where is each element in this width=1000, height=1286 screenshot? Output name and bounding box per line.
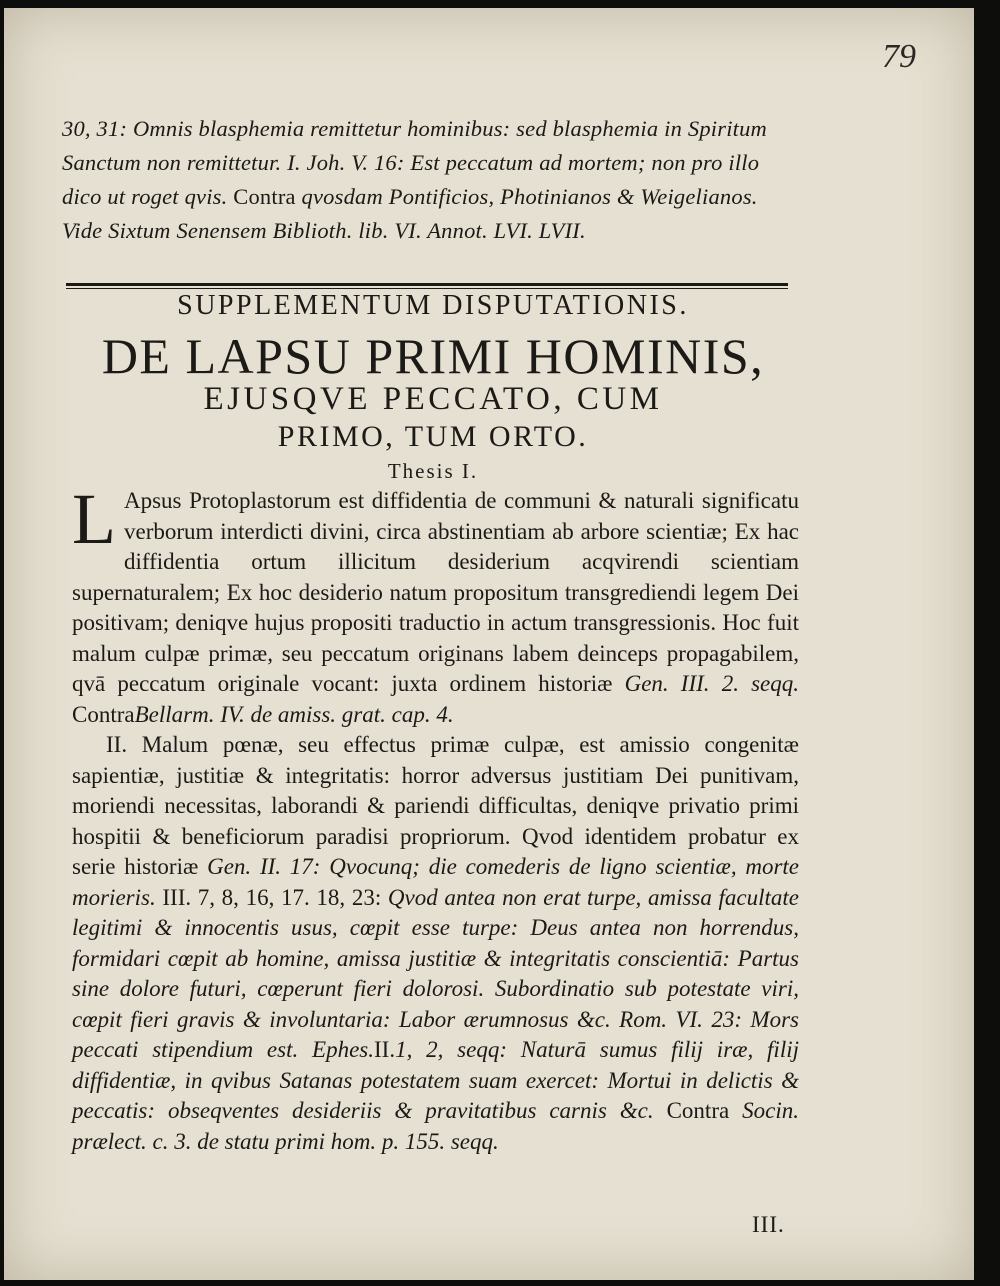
thesis-2-reference: Gen. II. 17:: [207, 854, 321, 879]
thesis-2-reference-2: III. 7, 8, 16, 17. 18, 23:: [162, 884, 382, 910]
thesis-2-paragraph: [72, 730, 799, 1157]
heading-supplement: SUPPLEMENTUM DISPUTATIONIS.: [177, 290, 689, 321]
thesis-2-contra-reference: Socin. prælect. c. 3. de statu primi hom. p. 155. seqq.: [72, 1098, 800, 1154]
heading-title: DE LAPSU PRIMI HOMINIS,: [101, 328, 765, 384]
thesis-2-reference-3: II.: [374, 1037, 396, 1062]
drop-cap: L: [72, 479, 116, 559]
thesis-1-contra-reference: Bellarm. IV. de amiss. grat. cap. 4.: [134, 701, 454, 727]
thesis-heading: Thesis I.: [387, 459, 479, 483]
document-page: [4, 8, 974, 1280]
continuation-text: [62, 112, 802, 248]
thesis-1-contra: Contra: [72, 701, 135, 727]
thesis-2-number: II.: [106, 732, 128, 757]
continuation-contra: Contra: [227, 184, 302, 209]
thesis-2-quote-2: Qvod antea non erat turpe, amissa facultate legitimi & innocentis usus, cœpit esse turpe: Deus antea non horrendus, formidari cœpit ab homine, amissa justitiæ & integritatis conscientiā: Partus sine dolore futuri, cœperunt fieri dolorosi. Subordinatio sub potestate viri, cœpit fieri gravis & involuntaria: Labor ærumnosus &c. Rom. VI. 23: Mors peccati stipendium est. Ephes.: [72, 884, 800, 1062]
heading-subtitle: EJUSQVE PECCATO, CUM: [203, 381, 663, 417]
heading-subtitle-2: PRIMO, TUM ORTO.: [277, 420, 589, 453]
thesis-2-contra: Contra: [666, 1098, 730, 1123]
catchword: III.: [752, 1212, 785, 1237]
continuation-part2: qvosdam Pontificios, Photinianos & Weigelianos. Vide Sixtum Senensem Biblioth. lib. VI. Annot. LVI. LVII.: [62, 184, 758, 243]
thesis-2-quote-1: Qvocunq; die comederis de ligno scientiæ, morte morieris.: [72, 854, 800, 910]
folio-number: 79: [882, 38, 916, 75]
thesis-1-paragraph: [72, 479, 799, 730]
section-rule: [66, 283, 788, 289]
thesis-1-reference: Gen. III. 2. seqq.: [624, 671, 799, 696]
thesis-1-text: Apsus Protoplastorum est diffidentia de communi & naturali significatu verborum interdicti divini, circa abstinentiam ab arbore scientiæ; Ex hac diffidentia ortum illicitum desiderium acqvirendi scientiam supernaturalem; Ex hoc desiderio natum propositum transgrediendi legem Dei positivam; deniqve hujus propositi traductio in actum transgressionis. Hoc fuit malum culpæ primæ, seu peccatum originans labem deinceps propagabilem, qvā peccatum originale vocant: juxta ordinem historiæ: [72, 488, 799, 696]
body-text: [72, 479, 800, 1157]
thesis-2-quote-3: 1, 2, seqq: Naturā sumus filij iræ, filij diffidentiæ, in qvibus Satanas potestatem suam exercet: Mortui in delictis & peccatis: obseqventes desideriis & pravitatibus carnis &c.: [72, 1037, 799, 1123]
continuation-part1: 30, 31: Omnis blasphemia remittetur hominibus: sed blasphemia in Spiritum Sanctum non remittetur. I. Joh. V. 16: Est peccatum ad mortem; non pro illo dico ut roget qvis.: [62, 116, 767, 209]
thesis-2-text: Malum pœnæ, seu effectus primæ culpæ, est amissio congenitæ sapientiæ, justitiæ & integritatis: horror adversus justitiam Dei punitivam, moriendi necessitas, laborandi & pariendi difficultas, deniqve privatio primi hospitii & beneficiorum paradisi propriorum. Qvod identidem probatur ex serie historiæ: [72, 732, 799, 879]
